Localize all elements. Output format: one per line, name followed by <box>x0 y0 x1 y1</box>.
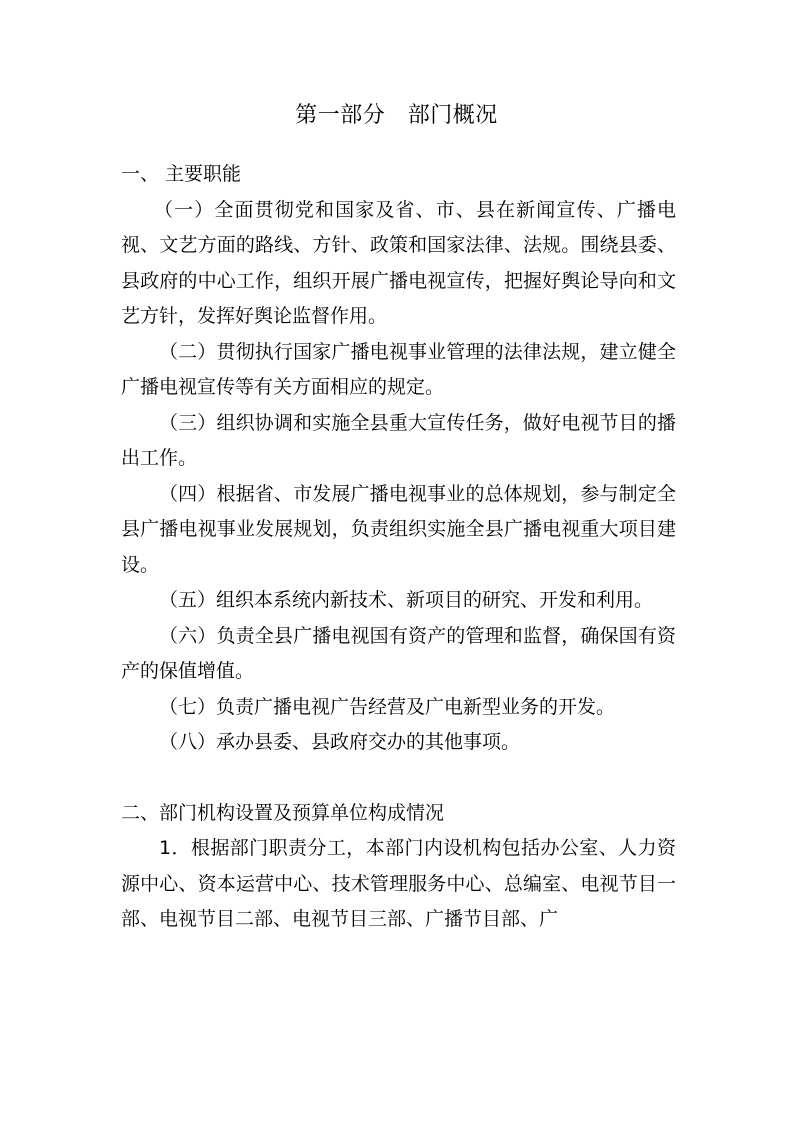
page-title: 第一部分 部门概况 <box>295 103 498 128</box>
paragraph-function-3: （三）组织协调和实施全县重大宣传任务，做好电视节目的播出工作。 <box>121 411 676 469</box>
paragraph-function-8: （八）承办县委、县政府交办的其他事项。 <box>159 731 521 753</box>
paragraph-function-1: （一）全面贯彻党和国家及省、市、县在新闻宣传、广播电视、文艺方面的路线、方针、政策和国家法律、法规。围绕县委、县政府的中心工作，组织开展广播电视宣传，把握好舆论导向和文艺方针，发挥好舆论监督作用。 <box>121 198 676 327</box>
section-heading-main-functions: 一、 主要职能 <box>121 163 242 185</box>
paragraph-function-5: （五）组织本系统内新技术、新项目的研究、开发和利用。 <box>159 589 654 611</box>
paragraph-function-4: （四）根据省、市发展广播电视事业的总体规划，参与制定全县广播电视事业发展规划，负责组织实施全县广播电视重大项目建设。 <box>121 482 676 576</box>
section-heading-organization: 二、部门机构设置及预算单位构成情况 <box>121 801 445 824</box>
paragraph-organization-1: 1．根据部门职责分工，本部门内设机构包括办公室、人力资源中心、资本运营中心、技术管理服务中心、总编室、电视节目一部、电视节目二部、电视节目三部、广播节目部、广 <box>121 837 676 930</box>
document-body <box>121 157 676 938</box>
paragraph-function-6: （六）负责全县广播电视国有资产的管理和监督，确保国有资产的保值增值。 <box>121 624 676 682</box>
paragraph-function-2: （二）贯彻执行国家广播电视事业管理的法律法规，建立健全广播电视宣传等有关方面相应的规定。 <box>121 340 676 398</box>
paragraph-function-7: （七）负责广播电视广告经营及广电新型业务的开发。 <box>159 695 616 718</box>
